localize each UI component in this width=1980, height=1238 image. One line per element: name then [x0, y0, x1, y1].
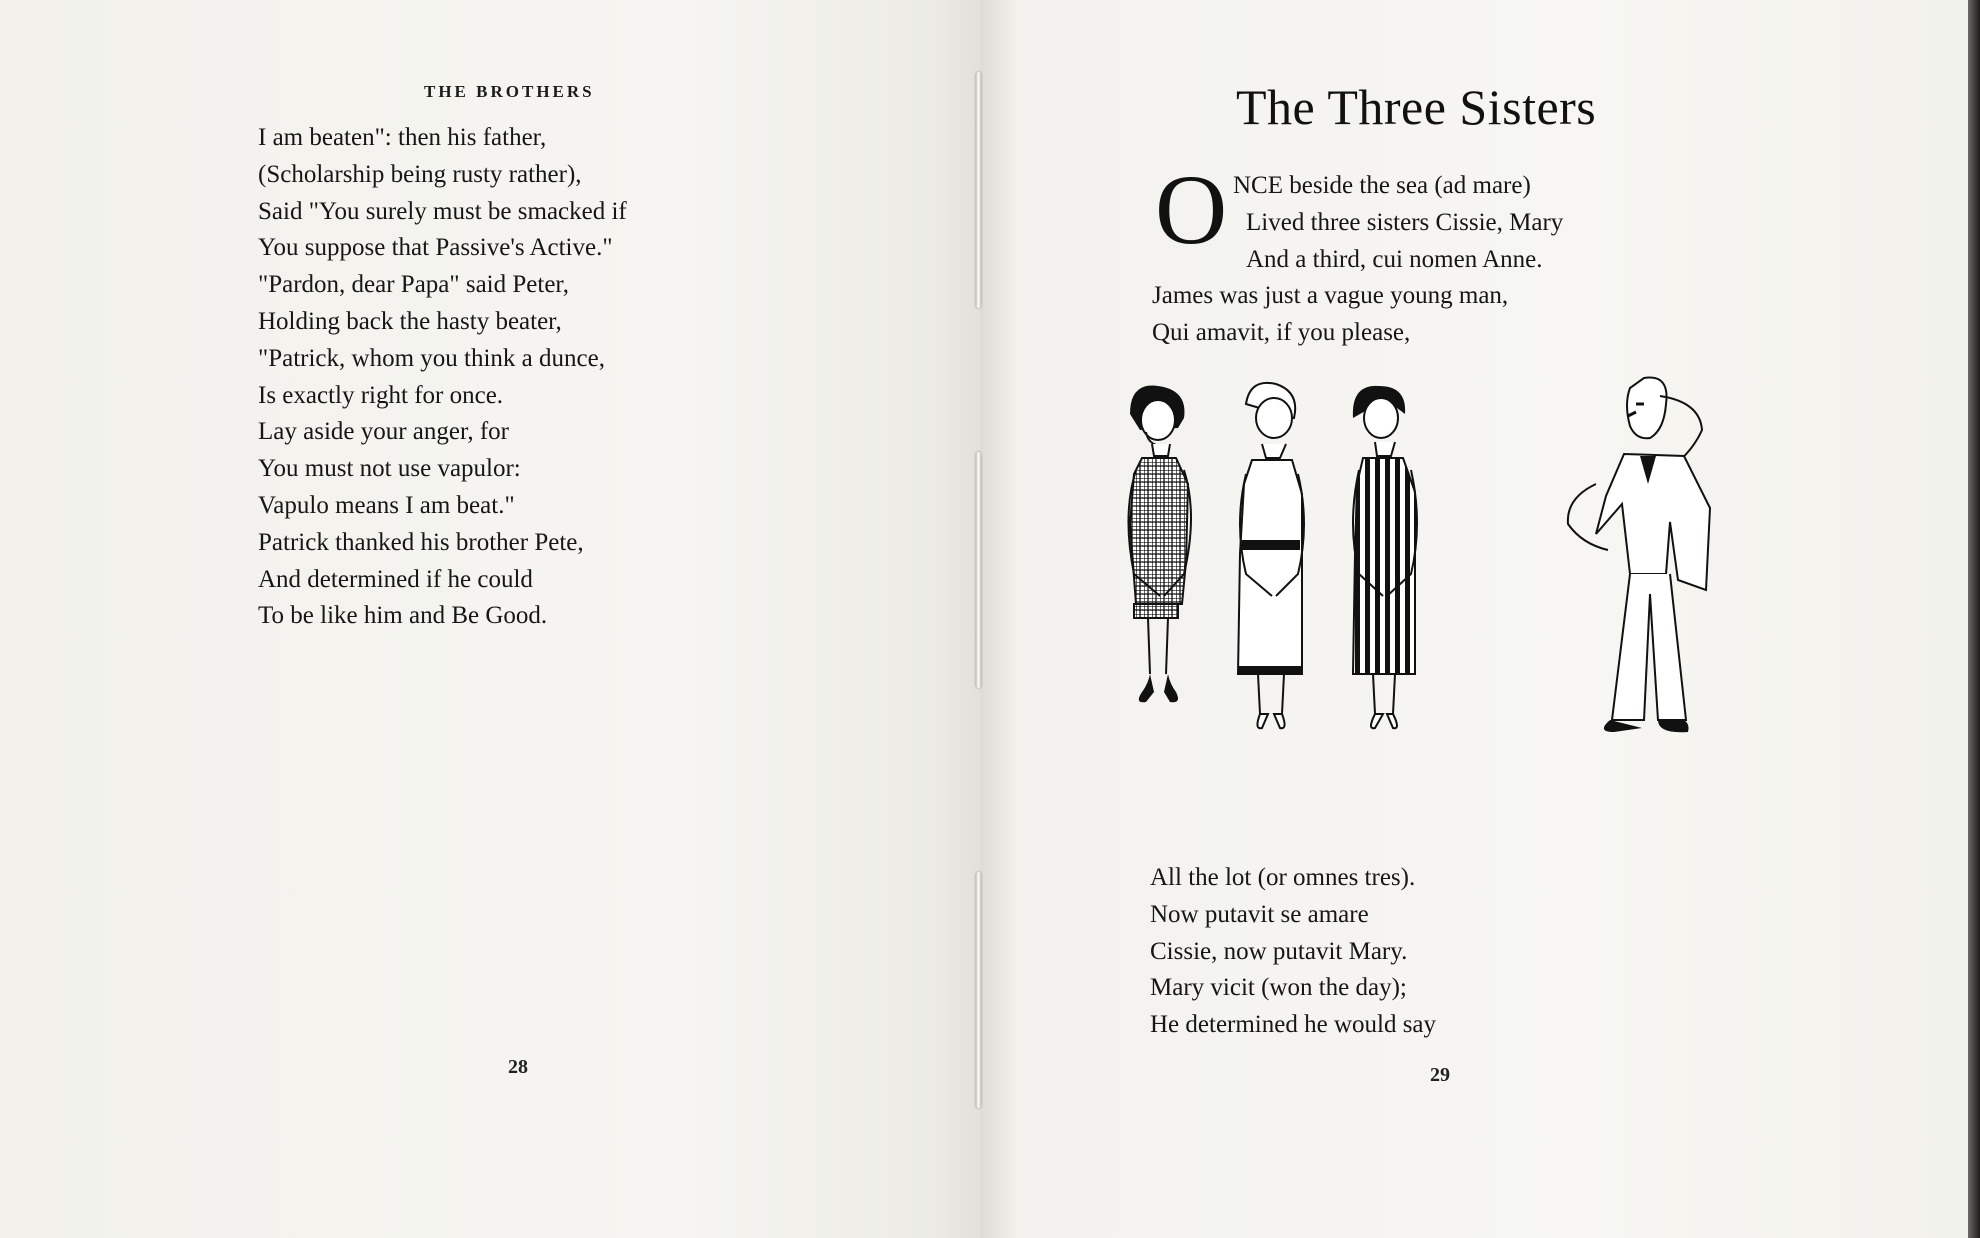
verse-line: All the lot (or omnes tres).: [1150, 864, 1416, 891]
left-page: [0, 0, 980, 1238]
verse-line: He determined he would say: [1150, 1011, 1437, 1039]
verse-line: Lived three sisters Cissie, Mary: [1246, 208, 1564, 236]
verse-line: I am beaten": then his father,: [258, 124, 547, 151]
left-verse: [258, 120, 627, 635]
verse-line: And determined if he could: [258, 565, 533, 593]
young-man-figure: [1568, 378, 1710, 733]
binding-stitch: [976, 72, 981, 308]
verse-line: NCE beside the sea (ad mare): [1233, 172, 1531, 199]
verse-line: You must not use vapulor:: [258, 455, 521, 483]
verse-line: Holding back the hasty beater,: [258, 307, 562, 335]
verse-line: Qui amavit, if you please,: [1152, 318, 1411, 346]
verse-line: James was just a vague young man,: [1152, 282, 1509, 309]
verse-line: Vapulo means I am beat.": [258, 491, 515, 519]
binding-stitch: [976, 872, 981, 1108]
verse-line: Said "You surely must be smacked if: [258, 197, 627, 225]
page-number: 29: [1430, 1064, 1450, 1086]
sister-figure: [1238, 383, 1304, 728]
verse-line: (Scholarship being rusty rather),: [258, 160, 582, 188]
drop-cap: O: [1155, 154, 1228, 265]
binding-stitch: [976, 452, 981, 688]
page-number: 28: [508, 1056, 528, 1078]
sister-figure: [1128, 386, 1191, 703]
verse-before-illustration: [1152, 278, 1508, 352]
verse-line: "Patrick, whom you think a dunce,: [258, 344, 605, 372]
sister-figure: [1353, 386, 1417, 728]
verse-line: Patrick thanked his brother Pete,: [258, 528, 584, 556]
page-edge: [1968, 0, 1980, 1238]
running-head: THE BROTHERS: [424, 82, 595, 101]
verse-line: Lay aside your anger, for: [258, 418, 509, 446]
verse-line: And a third, cui nomen Anne.: [1246, 245, 1543, 273]
verse-line: Cissie, now putavit Mary.: [1150, 937, 1408, 965]
verse-line: You suppose that Passive's Active.": [258, 234, 613, 262]
verse-line: Is exactly right for once.: [258, 381, 504, 409]
page-title: The Three Sisters: [1236, 79, 1597, 135]
verse-line: Mary vicit (won the day);: [1150, 974, 1407, 1002]
verse-line: Now putavit se amare: [1150, 900, 1369, 928]
intro-verse: [1233, 168, 1563, 278]
verse-line: To be like him and Be Good.: [258, 602, 548, 630]
verse-line: "Pardon, dear Papa" said Peter,: [258, 271, 569, 299]
verse-after-illustration: [1150, 860, 1436, 1044]
three-sisters-illustration: [1120, 374, 1780, 850]
